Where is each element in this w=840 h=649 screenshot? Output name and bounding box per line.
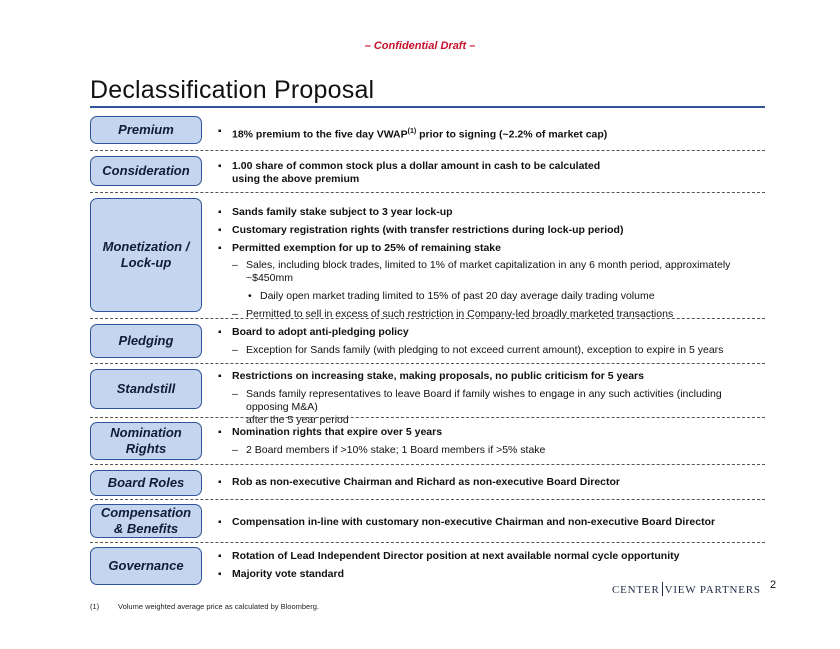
subbullet-sands-representatives: – Sands family representatives to leave Board if family wishes to engage in any such activities (including opposing M&A) after the 5 year period — [218, 388, 765, 427]
confidential-draft-label: – Confidential Draft – — [364, 40, 476, 52]
bullet-premium: ▪ 18% premium to the five day VWAP$^{(1)}$ prior to signing (~2.2% of market cap) — [218, 125, 765, 142]
section-consideration — [90, 154, 765, 192]
separator — [90, 150, 765, 151]
label-board-roles: Board Roles — [90, 470, 202, 496]
bullet-majority-vote: ▪ Majority vote standard — [218, 568, 765, 581]
bullet-lead-director-rotation: ▪ Rotation of Lead Independent Director position at next available normal cycle opportunity — [218, 550, 765, 563]
section-standstill — [90, 367, 765, 426]
separator — [90, 464, 765, 465]
separator — [90, 192, 765, 193]
subsubbullet-daily-trading: • Daily open market trading limited to 15% of past 20 day average daily trading volume — [218, 290, 765, 303]
section-pledging — [90, 322, 765, 360]
label-standstill: Standstill — [90, 369, 202, 409]
bullet-consideration: ▪ 1.00 share of common stock plus a dollar amount in cash to be calculated using the above premium — [218, 160, 765, 186]
subbullet-board-members: – 2 Board members if >10% stake; 1 Board members if >5% stake — [218, 444, 765, 457]
bullet-permitted-exemption: ▪ Permitted exemption for up to 25% of remaining stake — [218, 242, 765, 255]
subbullet-permitted-sell: – Permitted to sell in excess of such restriction in Company-led broadly marketed transactions — [218, 308, 765, 321]
separator — [90, 417, 765, 418]
label-consideration: Consideration — [90, 156, 202, 186]
section-premium — [90, 114, 765, 148]
centerview-partners-logo: CENTER VIEW PARTNERS — [612, 584, 761, 596]
subbullet-sales: – Sales, including block trades, limited to 1% of market capitalization in any 6 month period, approximately ~$450mm — [218, 259, 765, 285]
section-monetization — [90, 196, 765, 320]
separator — [90, 542, 765, 543]
label-pledging: Pledging — [90, 324, 202, 358]
title-underline — [90, 106, 765, 108]
bullet-standstill-restrictions: ▪ Restrictions on increasing stake, making proposals, no public criticism for 5 years — [218, 370, 765, 383]
bullet-nomination-rights: ▪ Nomination rights that expire over 5 years — [218, 426, 765, 439]
bullet-compensation: ▪ Compensation in-line with customary non-executive Chairman and non-executive Board Director — [218, 516, 765, 529]
section-compensation — [90, 502, 765, 540]
label-compensation: Compensation & Benefits — [90, 504, 202, 538]
label-governance: Governance — [90, 547, 202, 585]
bullet-registration-rights: ▪ Customary registration rights (with transfer restrictions during lock-up period) — [218, 224, 765, 237]
bullet-board-roles: ▪ Rob as non-executive Chairman and Richard as non-executive Board Director — [218, 476, 765, 489]
label-premium: Premium — [90, 116, 202, 144]
separator — [90, 318, 765, 319]
bullet-anti-pledging: ▪ Board to adopt anti-pledging policy — [218, 326, 765, 339]
subbullet-pledging-exception: – Exception for Sands family (with pledging to not exceed current amount), exception to expire in 5 years — [218, 344, 765, 357]
section-board-roles — [90, 468, 765, 498]
separator — [90, 363, 765, 364]
label-nomination-rights: Nomination Rights — [90, 422, 202, 460]
page-title: Declassification Proposal — [90, 76, 375, 104]
section-nomination-rights — [90, 421, 765, 461]
label-monetization: Monetization / Lock-up — [90, 198, 202, 312]
page-number: 2 — [770, 579, 777, 591]
footnote-text: Volume weighted average price as calculated by Bloomberg. — [118, 602, 319, 611]
section-governance — [90, 545, 765, 585]
separator — [90, 499, 765, 500]
footnote-number: (1) — [90, 602, 100, 611]
bullet-lockup: ▪ Sands family stake subject to 3 year lock-up — [218, 206, 765, 219]
